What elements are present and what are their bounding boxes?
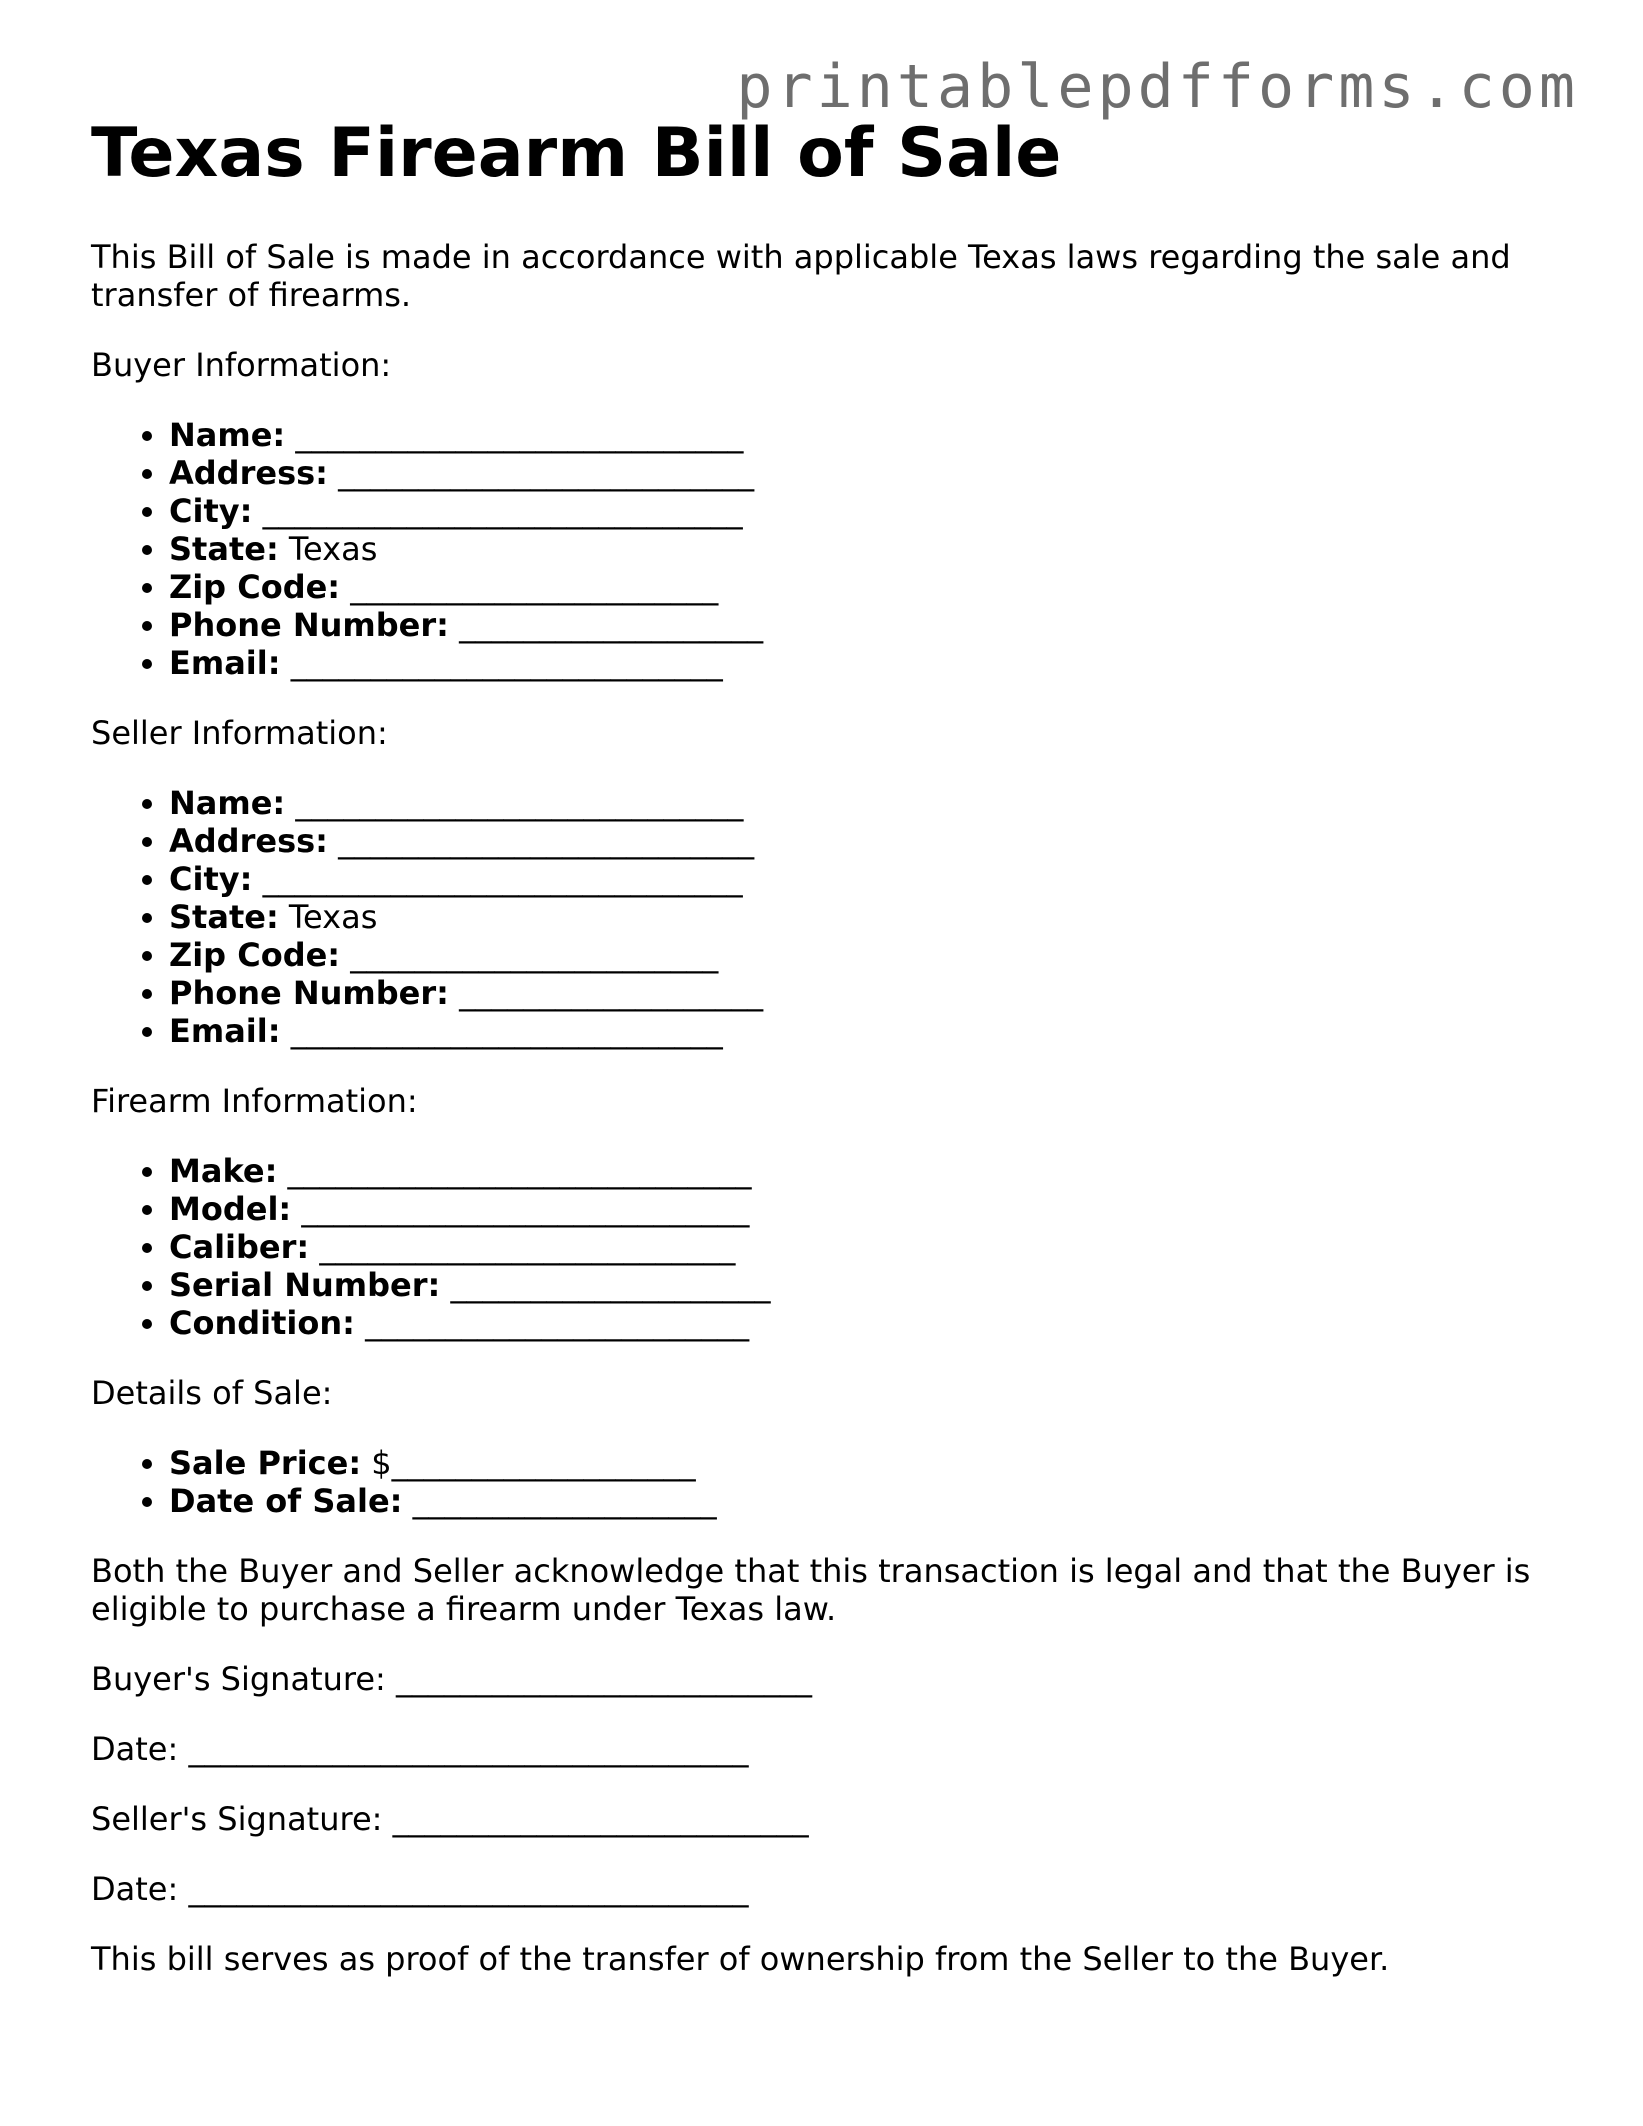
- buyer-date-line: Date: ___________________________________: [91, 1730, 749, 1768]
- field-label: Address:: [169, 454, 328, 492]
- field-value: __________________________: [327, 822, 755, 860]
- field-label: State:: [169, 530, 279, 568]
- buyer-phone-field: [169, 606, 1571, 644]
- buyer-city-field: [169, 492, 1571, 530]
- firearm-fields-list: [91, 1152, 1571, 1342]
- field-value: _____________________________: [277, 1152, 752, 1190]
- field-label: Make:: [169, 1152, 278, 1190]
- firearm-make-field: [169, 1152, 1571, 1190]
- sale-price-field: [169, 1444, 1571, 1482]
- seller-city-field: [169, 860, 1571, 898]
- sale-heading: Details of Sale:: [91, 1374, 333, 1412]
- field-value: ______________________________: [252, 492, 743, 530]
- field-value: ___________________: [448, 974, 764, 1012]
- field-label: Condition:: [169, 1304, 355, 1342]
- field-label: Zip Code:: [169, 936, 341, 974]
- seller-email-field: [169, 1012, 1571, 1050]
- field-value: ___________________: [402, 1482, 717, 1520]
- field-value: ____________________________: [285, 416, 744, 454]
- seller-name-field: [169, 784, 1571, 822]
- field-label: State:: [169, 898, 279, 936]
- field-label: Serial Number:: [169, 1266, 441, 1304]
- sale-fields-list: [91, 1444, 1571, 1520]
- field-label: Name:: [169, 784, 286, 822]
- buyer-state-field: [169, 530, 1571, 568]
- field-label: Email:: [169, 1012, 281, 1050]
- field-value: __________________________: [309, 1228, 736, 1266]
- buyer-zip-field: [169, 568, 1571, 606]
- buyer-fields-list: [91, 416, 1571, 682]
- field-value: __________________________: [327, 454, 755, 492]
- firearm-heading: Firearm Information:: [91, 1082, 418, 1120]
- seller-signature-line: Seller's Signature: __________________________: [91, 1800, 809, 1838]
- field-value: ___________________________: [280, 644, 723, 682]
- field-label: Model:: [169, 1190, 292, 1228]
- acknowledgement-paragraph: Both the Buyer and Seller acknowledge that this transaction is legal and that the Buyer is eligible to purchase a firearm under Texas law.: [91, 1552, 1531, 1628]
- seller-address-field: [169, 822, 1571, 860]
- field-label: Email:: [169, 644, 281, 682]
- firearm-caliber-field: [169, 1228, 1571, 1266]
- firearm-model-field: [169, 1190, 1571, 1228]
- buyer-heading: Buyer Information:: [91, 346, 392, 384]
- seller-phone-field: [169, 974, 1571, 1012]
- sale-date-field: [169, 1482, 1571, 1520]
- page-title: Texas Firearm Bill of Sale: [91, 114, 1062, 193]
- signature-section: [91, 1660, 1571, 1908]
- field-value: ______________________________: [252, 860, 743, 898]
- field-label: Name:: [169, 416, 286, 454]
- seller-zip-field: [169, 936, 1571, 974]
- document-page: [91, 112, 1571, 2010]
- field-label: Date of Sale:: [169, 1482, 403, 1520]
- field-label: Caliber:: [169, 1228, 310, 1266]
- field-label: Phone Number:: [169, 974, 449, 1012]
- field-value: Texas: [278, 530, 378, 568]
- watermark: printablepdfforms.com: [736, 52, 1579, 122]
- field-label: Phone Number:: [169, 606, 449, 644]
- buyer-signature-line: Buyer's Signature: __________________________: [91, 1660, 812, 1698]
- seller-heading: Seller Information:: [91, 714, 388, 752]
- field-label: Address:: [169, 822, 328, 860]
- seller-fields-list: [91, 784, 1571, 1050]
- field-value: ___________________: [448, 606, 764, 644]
- field-label: Zip Code:: [169, 568, 341, 606]
- field-value: Texas: [278, 898, 378, 936]
- field-label: City:: [169, 860, 253, 898]
- firearm-serial-field: [169, 1266, 1571, 1304]
- field-value: $___________________: [361, 1444, 696, 1482]
- field-value: ________________________: [354, 1304, 750, 1342]
- field-value: ___________________________: [280, 1012, 723, 1050]
- closing-paragraph: This bill serves as proof of the transfer of ownership from the Seller to the Buyer.: [91, 1940, 1390, 1978]
- seller-date-line: Date: ___________________________________: [91, 1870, 749, 1908]
- field-value: _______________________: [340, 568, 719, 606]
- buyer-name-field: [169, 416, 1571, 454]
- field-label: City:: [169, 492, 253, 530]
- field-label: Sale Price:: [169, 1444, 362, 1482]
- field-value: ____________________________: [285, 784, 744, 822]
- intro-paragraph: This Bill of Sale is made in accordance with applicable Texas laws regarding the sale and transfer of firearms.: [91, 238, 1511, 314]
- field-value: ____________________: [440, 1266, 771, 1304]
- seller-state-field: [169, 898, 1571, 936]
- field-value: ____________________________: [291, 1190, 750, 1228]
- field-value: _______________________: [340, 936, 719, 974]
- firearm-condition-field: [169, 1304, 1571, 1342]
- buyer-email-field: [169, 644, 1571, 682]
- buyer-address-field: [169, 454, 1571, 492]
